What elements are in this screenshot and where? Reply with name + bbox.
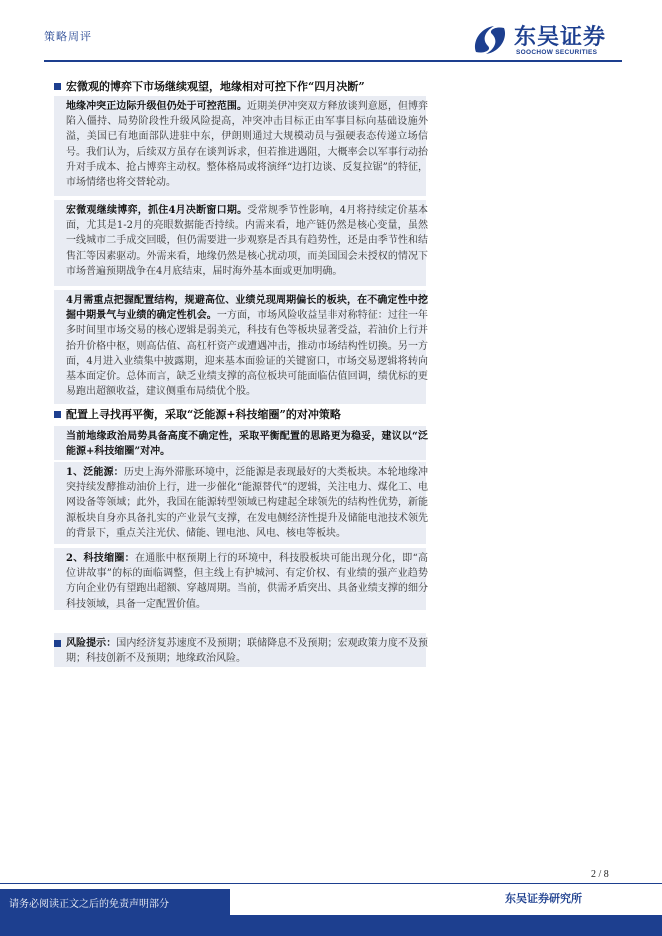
paragraph-lead: 宏微观继续博弈，抓住4月决断窗口期。 (66, 205, 248, 216)
paragraph-lead: 当前地缘政治局势具备高度不确定性，采取平衡配置的思路更为稳妥，建议以“泛能源+科技缩圈”对冲。 (66, 431, 428, 458)
institute-name: 东吴证券研究所 (505, 892, 582, 905)
paragraph-lead: 地缘冲突正边际升级但仍处于可控范围。 (66, 101, 248, 112)
footer-divider (0, 883, 662, 884)
header-divider (44, 60, 622, 62)
risk-warning (66, 636, 428, 666)
paragraph-tech (66, 551, 428, 612)
paragraph-body: 在通胀中枢预期上行的环境中，科技股板块可能出现分化，即“高位讲故事”的标的面临调整，但主线上有护城河、有定价权、有业绩的强产业趋势方向企业仍有望跑出超额、穿越周期。当前，供需矛盾突出、具备业绩支撑的细分科技领域，具备一定配置价值。 (66, 553, 428, 610)
soochow-logo (470, 20, 620, 60)
paragraph-body: 一方面，市场风险收益呈非对称特征：过往一年多时间里市场交易的核心逻辑是弱美元，科技有色等板块显著受益，若油价上行并抬升价格中枢，则高估值、高杠杆资产或遭遇冲击，推动市场结构性切换。另一方面，4月进入业绩集中披露期，迎来基本面验证的关键窗口，市场交易逻辑将转向基本面定价。总体而言，缺乏业绩支撑的高位板块可能面临估值回调，绩优标的更易跑出超额收益，建议侧重布局绩优个股。 (66, 310, 429, 398)
report-category: 策略周评 (44, 30, 92, 43)
section-title: 宏微观的博弈下市场继续观望，地缘相对可控下作“四月决断” (66, 80, 365, 93)
paragraph-allocation (66, 293, 428, 399)
paragraph-geopolitics (66, 99, 428, 190)
page-number: 2 / 8 (591, 869, 609, 880)
paragraph-lead: 2、科技缩圈： (66, 553, 135, 564)
paragraph-lead: 4月需重点把握配置结构，规避高位、业绩兑现周期偏长的板块，在不确定性中挖掘中期景气与业绩的确定性机会。 (66, 295, 428, 322)
disclaimer-text: 请务必阅读正文之后的免责声明部分 (9, 899, 169, 910)
logo-text-en: SOOCHOW SECURITIES (516, 49, 598, 56)
footer-bar (0, 915, 662, 936)
bullet-square-icon (54, 640, 61, 647)
section-title: 配置上寻找再平衡，采取“泛能源+科技缩圈”的对冲策略 (66, 408, 341, 421)
paragraph-macro-micro (66, 203, 428, 279)
bullet-square-icon (54, 411, 61, 418)
risk-body: 国内经济复苏速度不及预期；联储降息不及预期；宏观政策力度不及预期；科技创新不及预期；地缘政治风险。 (66, 638, 429, 665)
bullet-square-icon (54, 83, 61, 90)
disclaimer-banner (0, 889, 230, 915)
logo-mark-icon (470, 20, 510, 60)
section-heading-2 (54, 408, 622, 422)
paragraph-lead: 1、泛能源： (66, 467, 124, 478)
paragraph-body: 近期美伊冲突双方释放谈判意愿，但博弈陷入僵持、局势阶段性升级风险提高，冲突冲击目标正由军事目标向基础设施外溢，美国已有地面部队进驻中东，伊朗则通过大规模动员与强硬表态传递立场信号。我们认为，后续双方虽存在谈判诉求，但若推进遇阻，大概率会以军事行动抬升对手成本、抢占博弈主动权。整体格局或将演绎“边打边谈、反复拉锯”的特征，市场情绪也将交替轮动。 (66, 101, 429, 189)
paragraph-strategy-intro (66, 429, 428, 459)
paragraph-body: 历史上海外滞胀环境中，泛能源是表现最好的大类板块。本轮地缘冲突持续发酵推动油价上行，进一步催化“能源替代”的逻辑，关注电力、煤化工、电网设备等领域；此外，我国在能源转型领域已构建起全球领先的结构性优势，新能源板块自身亦具备扎实的产业景气支撑，在发电侧经济性提升及储能电池技术领先的背景下，重点关注光伏、储能、锂电池、风电、核电等板块。 (66, 467, 428, 539)
paragraph-energy (66, 465, 428, 541)
risk-lead: 风险提示： (66, 638, 117, 649)
paragraph-body: 受常规季节性影响，4月将持续定价基本面，尤其是1-2月的亮眼数据能否持续。内需来看，地产链仍然是核心变量，虽然一线城市二手成交回暖，但仍需要进一步观察是否具有趋势性，还是由季节性和结售汇等因素驱动。外需来看，地缘仍然是核心扰动项，而美国国会未授权的情况下市场普遍预期战争在4月底结束，届时海外基本面或更加明确。 (66, 205, 428, 277)
section-heading-1 (54, 80, 622, 94)
logo-text-cn: 东吴证券 (514, 25, 607, 50)
